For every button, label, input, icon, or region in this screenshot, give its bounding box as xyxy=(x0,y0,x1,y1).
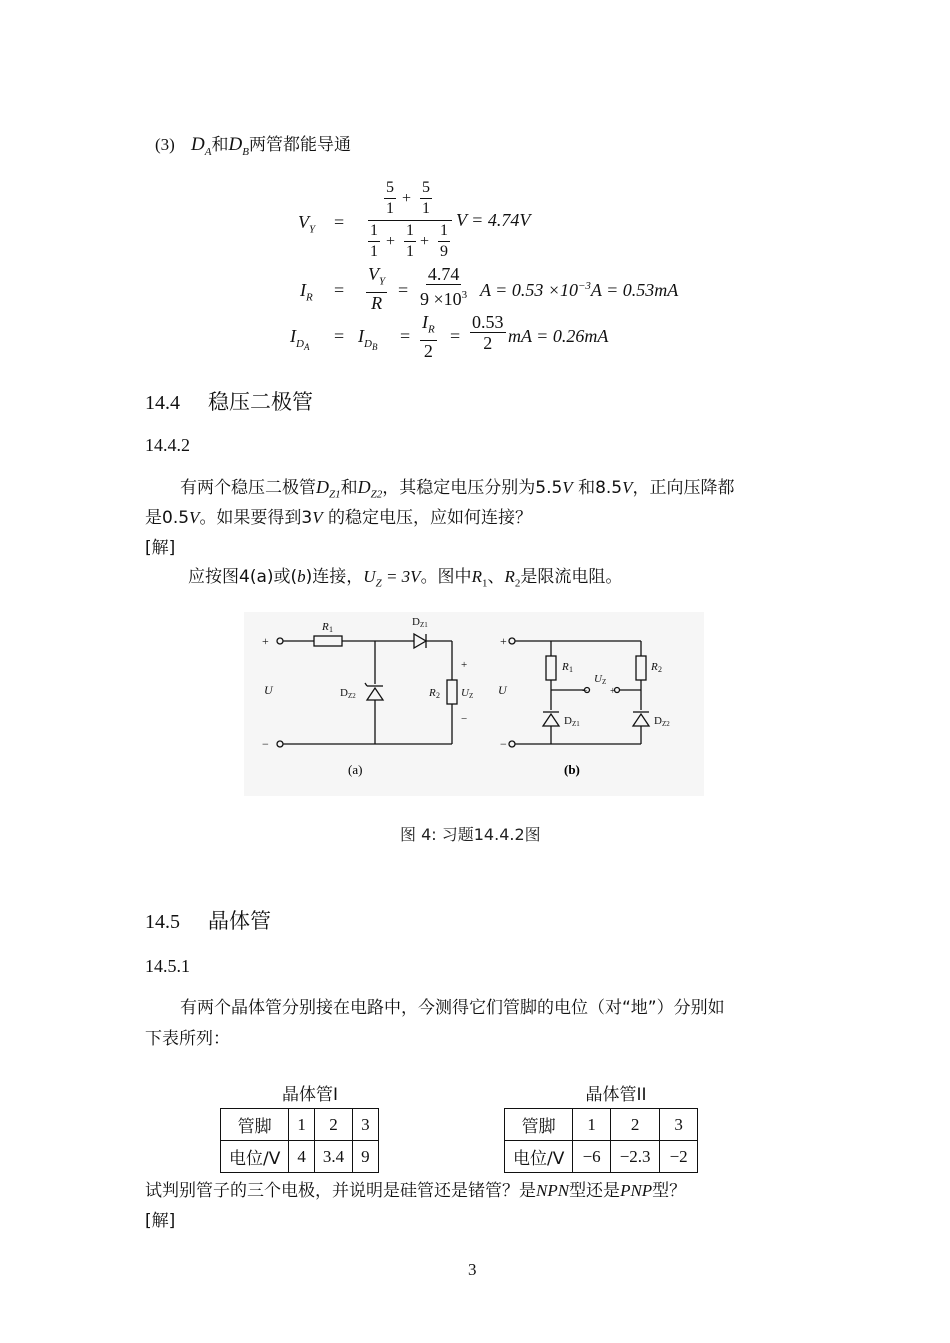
table-transistor-1 xyxy=(220,1108,379,1173)
svg-text:R: R xyxy=(429,687,436,699)
table-cell: 管脚 xyxy=(221,1109,289,1141)
svg-text:+: + xyxy=(461,659,468,671)
svg-text:R: R xyxy=(322,621,329,633)
svg-text:−: − xyxy=(262,737,269,751)
page-number: 3 xyxy=(468,1260,477,1279)
answer-14-4-2: 应按图4(a)或(b)连接，$U_Z = 3V$。图中$R_1$、$R_2$是限流电阻。 xyxy=(188,567,623,590)
problem-14-5-1-line2: 下表所列： xyxy=(145,1029,230,1049)
solution-label-14-4-2: [解] xyxy=(145,538,176,558)
svg-text:2: 2 xyxy=(436,691,440,700)
svg-text:Z2: Z2 xyxy=(348,692,356,700)
section-heading-14-5: 14.5 晶体管 xyxy=(145,909,271,933)
table-cell: 管脚 xyxy=(505,1109,573,1141)
table-row xyxy=(505,1141,698,1173)
table-cell: 3.4 xyxy=(314,1141,352,1173)
svg-text:U: U xyxy=(461,687,469,699)
svg-text:D: D xyxy=(564,715,572,727)
svg-text:−: − xyxy=(500,737,507,751)
figure-4-caption: 图 4: 习题14.4.2图 xyxy=(400,825,541,844)
question-14-5-1: 试判别管子的三个电极，并说明是硅管还是锗管？是NPN型还是PNP型？ xyxy=(145,1181,687,1201)
svg-text:+: + xyxy=(262,634,269,648)
table-cell: 1 xyxy=(573,1109,611,1141)
svg-text:1: 1 xyxy=(329,625,333,634)
figure-4-circuits xyxy=(244,612,704,796)
equation-id: $I_{D_A}$ = $I_{D_B}$ = $\frac{I_R}{2}$ = $\frac{0.53}{2}$ mA = 0.26mA xyxy=(290,312,609,361)
svg-text:Z2: Z2 xyxy=(662,720,670,728)
table-cell: −2.3 xyxy=(610,1141,660,1173)
svg-text:Z1: Z1 xyxy=(420,621,428,629)
svg-text:U: U xyxy=(498,683,507,697)
figure-label-b: (b) xyxy=(564,762,580,777)
svg-text:D: D xyxy=(412,616,420,628)
svg-text:Z: Z xyxy=(469,692,474,700)
problem-14-4-2-line2: 是0.5V。如果要得到3V 的稳定电压，应如何连接？ xyxy=(145,508,533,528)
svg-text:Z1: Z1 xyxy=(572,720,580,728)
equation-vy: $V_Y$ = $\frac{5}{1}$ + $\frac{5}{1}$ $\frac{1}{1}$ + $\frac{1}{1}$ + $\frac{1}{9}$ V = 4.74V xyxy=(298,179,531,260)
table-cell: 1 xyxy=(289,1109,315,1141)
problem-14-4-2-line1: 有两个稳压二极管$D_{Z1}$和$D_{Z2}$，其稳定电压分别为5.5V 和8.5V，正向压降都 xyxy=(180,477,735,501)
table-cell: 2 xyxy=(610,1109,660,1141)
case3-text: 两管都能导通 xyxy=(248,135,351,155)
svg-text:U: U xyxy=(594,673,602,685)
table-row xyxy=(221,1109,379,1141)
svg-text:−: − xyxy=(582,686,588,697)
table-row xyxy=(221,1141,379,1173)
table-cell: −2 xyxy=(660,1141,698,1173)
table2-caption: 晶体管II xyxy=(585,1085,647,1105)
table-cell: 电位/V xyxy=(505,1141,573,1173)
case3-label: (3) xyxy=(155,135,175,154)
subsection-14-5-1: 14.5.1 xyxy=(145,956,190,976)
table-cell: 4 xyxy=(289,1141,315,1173)
solution-label-14-5-1: [解] xyxy=(145,1211,176,1231)
table-cell: 2 xyxy=(314,1109,352,1141)
svg-text:Z: Z xyxy=(602,678,607,686)
svg-text:R: R xyxy=(651,661,658,673)
equation-ir: $I_R$ = $\frac{V_Y}{R}$ = $\frac{4.74}{9 \times 10^3}$ $A = 0.53 \times 10^{-3}A = 0.53mA$ xyxy=(300,264,679,313)
svg-text:−: − xyxy=(461,713,468,725)
problem-14-5-1-line1: 有两个晶体管分别接在电路中，今测得它们管脚的电位（对“地”）分别如 xyxy=(180,998,725,1018)
table-cell: −6 xyxy=(573,1141,611,1173)
svg-text:U: U xyxy=(264,683,273,697)
table-cell: 9 xyxy=(353,1141,379,1173)
svg-text:D: D xyxy=(654,715,662,727)
svg-text:2: 2 xyxy=(658,665,662,674)
subsection-14-4-2: 14.4.2 xyxy=(145,435,190,455)
case3-line: (3) $D_A$和$D_B$两管都能导通 xyxy=(155,134,351,158)
figure-label-a: (a) xyxy=(348,762,363,777)
svg-text:1: 1 xyxy=(569,665,573,674)
circuit-diagrams xyxy=(244,612,704,796)
table-cell: 电位/V xyxy=(221,1141,289,1173)
table-cell: 3 xyxy=(353,1109,379,1141)
svg-text:+: + xyxy=(500,634,507,648)
svg-text:D: D xyxy=(340,687,348,699)
section-heading-14-4: 14.4 稳压二极管 xyxy=(145,390,313,414)
table1-caption: 晶体管I xyxy=(281,1085,338,1105)
svg-text:R: R xyxy=(562,661,569,673)
table-transistor-2 xyxy=(504,1108,698,1173)
svg-text:+: + xyxy=(610,686,616,697)
table-row xyxy=(505,1109,698,1141)
table-cell: 3 xyxy=(660,1109,698,1141)
